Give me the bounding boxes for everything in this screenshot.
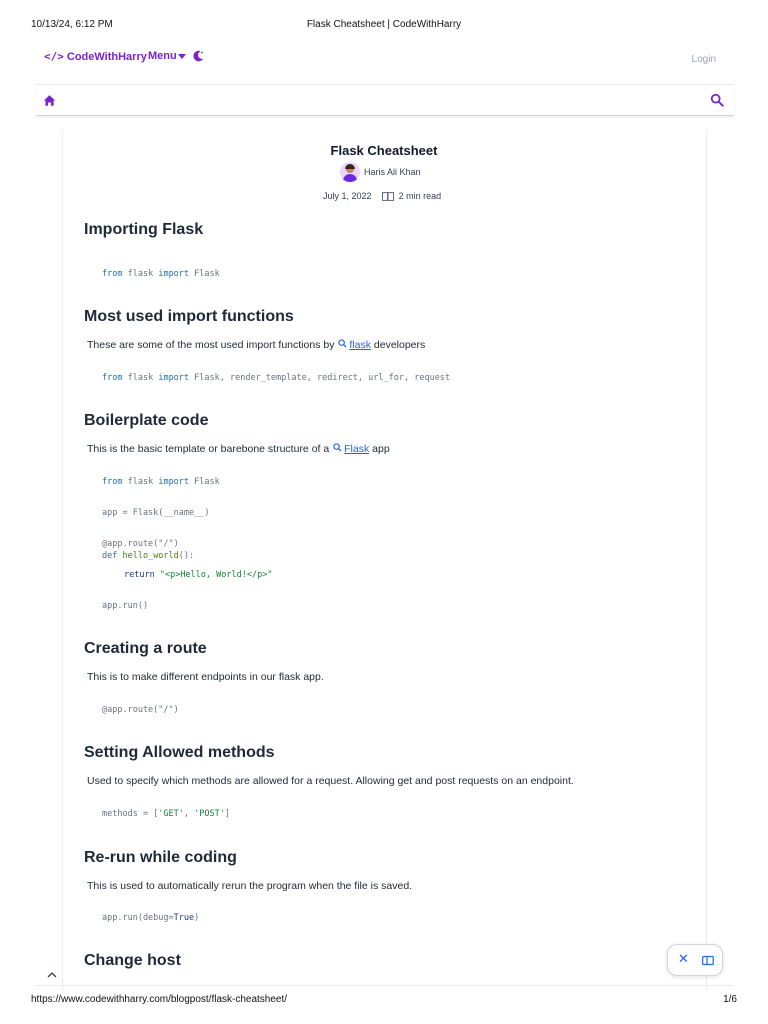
search-icon[interactable] — [710, 93, 724, 107]
post-title: Flask Cheatsheet — [330, 143, 438, 158]
post-date: July 1, 2022 — [323, 191, 372, 201]
login-link[interactable]: Login — [691, 54, 716, 65]
divider — [36, 985, 734, 986]
read-time: 2 min read — [398, 191, 442, 201]
code-line-route-decorator: @app.route("/") — [102, 539, 179, 549]
section-heading-importing-flask: Importing Flask — [84, 221, 204, 238]
section-desc-boilerplate: This is the basic template or barebone structure of a Flask app — [87, 443, 390, 455]
code-block-import-functions: from flask import Flask, render_template, redirect, url_for, request — [102, 373, 451, 383]
avatar — [340, 162, 360, 182]
code-block-boilerplate-import: from flask import Flask — [102, 477, 220, 487]
brand-code-glyph: </> — [44, 50, 64, 63]
book-icon — [382, 192, 394, 201]
magnifier-icon — [333, 443, 342, 452]
print-footer — [0, 990, 768, 1020]
top-navbar — [36, 40, 734, 84]
section-desc-creating-route: This is to make different endpoints in our flask app. — [87, 671, 324, 683]
section-heading-boilerplate: Boilerplate code — [84, 412, 209, 429]
tab-icon[interactable] — [702, 955, 714, 966]
section-desc-rerun: This is used to automatically rerun the program when the file is saved. — [87, 880, 413, 892]
section-heading-change-host: Change host — [84, 952, 181, 969]
code-line-app-assign: app = Flask(__name__) — [102, 508, 210, 518]
section-heading-creating-route: Creating a route — [84, 640, 207, 657]
brand-name: CodeWithHarry — [66, 51, 147, 63]
code-block-import-flask: from flask import Flask — [102, 269, 220, 279]
magnifier-icon — [338, 339, 347, 348]
print-datetime: 10/13/24, 6:12 PM — [31, 19, 113, 30]
code-block-methods: methods = ['GET', 'POST'] — [102, 809, 230, 819]
menu-label: Menu — [148, 50, 177, 62]
print-url: https://www.codewithharry.com/blogpost/flask-cheatsheet/ — [31, 994, 288, 1005]
print-doc-title: Flask Cheatsheet | CodeWithHarry — [306, 19, 462, 30]
keyword-link-flask-app[interactable]: Flask — [344, 443, 370, 455]
section-desc-import-functions: These are some of the most used import functions by flask developers — [87, 339, 426, 351]
code-line-return: return "<p>Hello, World!</p>" — [124, 570, 273, 580]
floating-action-widget — [667, 944, 723, 976]
code-block-debug: app.run(debug=True) — [102, 913, 200, 923]
author-name: Haris Ali Khan — [364, 167, 421, 177]
moon-icon[interactable] — [191, 49, 205, 63]
print-header — [0, 0, 768, 34]
home-icon[interactable] — [43, 94, 56, 107]
code-block-route: @app.route("/") — [102, 705, 179, 715]
close-icon[interactable]: ✕ — [678, 951, 689, 966]
keyword-link-flask[interactable]: flask — [349, 339, 371, 351]
menu-dropdown-button[interactable] — [148, 50, 186, 62]
section-heading-allowed-methods: Setting Allowed methods — [84, 744, 275, 761]
code-line-app-run: app.run() — [102, 601, 149, 611]
print-page-number: 1/6 — [723, 994, 737, 1005]
post-meta — [323, 191, 441, 201]
section-desc-allowed-methods: Used to specify which methods are allowed for a request. Allowing get and post requests on an endpoint. — [87, 775, 574, 787]
section-heading-rerun: Re-run while coding — [84, 849, 237, 866]
brand-logo-link[interactable] — [44, 50, 147, 63]
code-line-def: def hello_world(): — [102, 551, 195, 561]
chevron-up-icon[interactable] — [46, 970, 58, 980]
section-heading-import-functions: Most used import functions — [84, 308, 294, 325]
caret-down-icon — [178, 54, 186, 59]
sub-navbar — [36, 84, 734, 116]
